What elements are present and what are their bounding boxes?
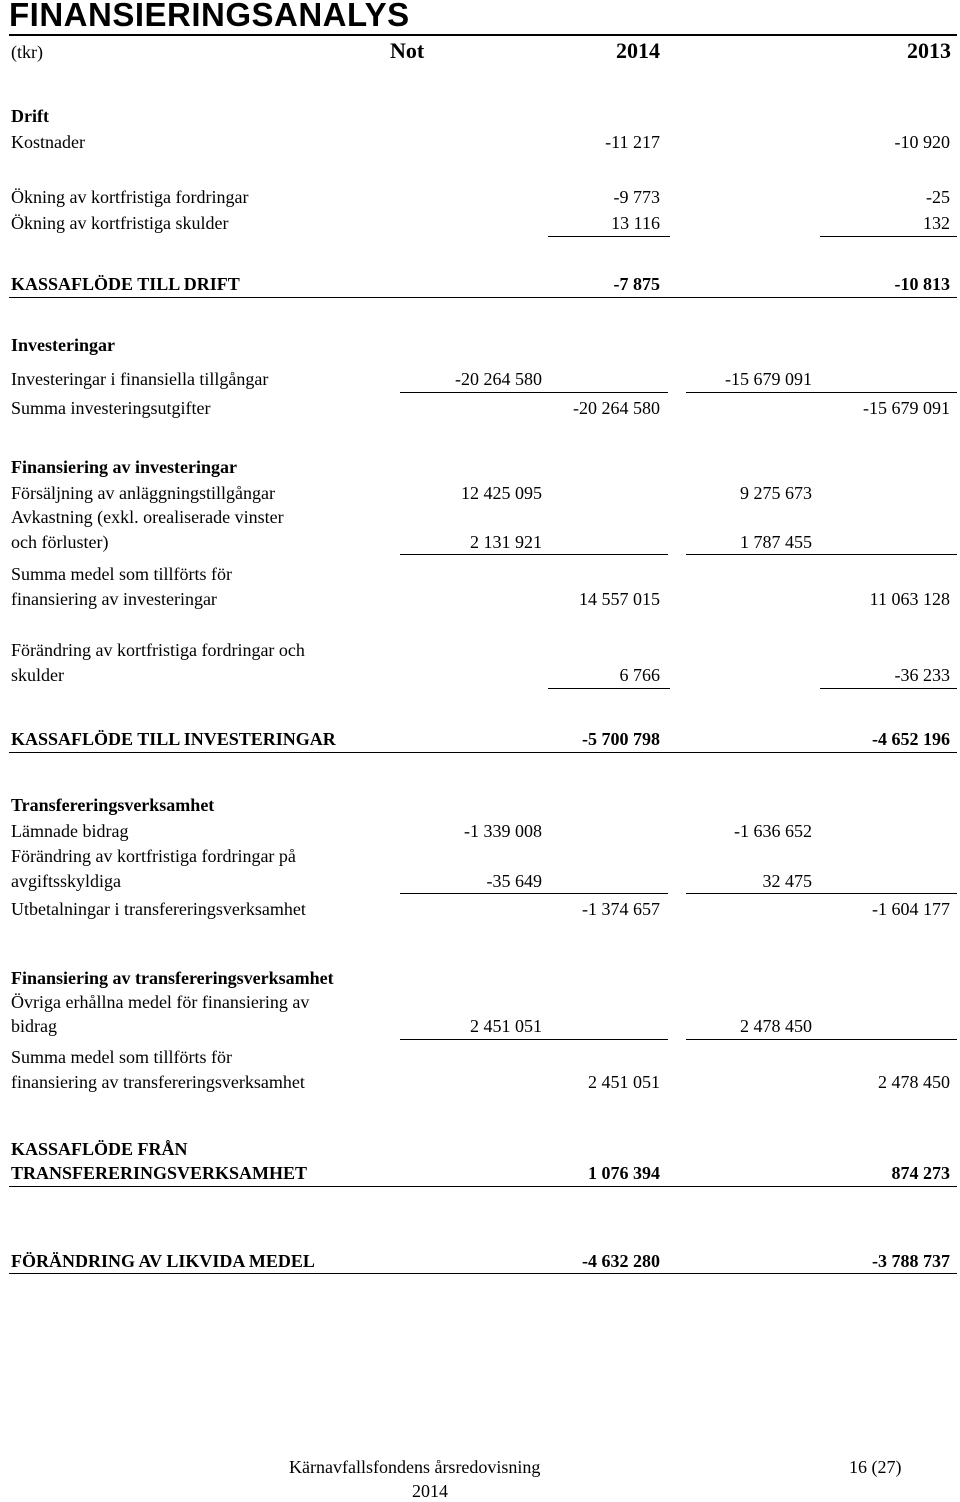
ovriga-medel-sub-2014: 2 451 051 [470, 1016, 542, 1036]
section-rule [9, 1273, 957, 1274]
kassaflode-transfer-2013: 874 273 [891, 1163, 950, 1183]
header-rule [9, 34, 957, 36]
ovriga-medel-label-line2: bidrag [11, 1016, 57, 1036]
summa-medel-transfer-2013: 2 478 450 [878, 1072, 950, 1092]
footer-year: 2014 [412, 1481, 448, 1501]
forandring-avgift-label-line1: Förändring av kortfristiga fordringar på [11, 846, 296, 866]
summa-medel-inv-2014: 14 557 015 [579, 589, 660, 609]
year-2014-header: 2014 [616, 38, 660, 63]
finansiella-tillgangar-label: Investeringar i finansiella tillgångar [11, 369, 269, 389]
summa-investeringsutgifter-2014: -20 264 580 [573, 398, 660, 418]
year-2013-header: 2013 [907, 38, 951, 63]
forandring-kortfristiga-2014: 6 766 [619, 665, 660, 685]
avkastning-label-line2: och förluster) [11, 532, 109, 552]
kassaflode-transfer-2014: 1 076 394 [588, 1163, 660, 1183]
ovriga-medel-sub-2013: 2 478 450 [740, 1016, 812, 1036]
utbetalningar-2013: -1 604 177 [872, 899, 950, 919]
ovriga-medel-label-line1: Övriga erhållna medel för finansiering av [11, 992, 310, 1012]
page-title: FINANSIERINGSANALYS [9, 0, 410, 33]
subtotal-rule [820, 236, 957, 237]
kassaflode-transfer-label-line1: KASSAFLÖDE FRÅN [11, 1139, 188, 1159]
okning-skulder-2014: 13 116 [611, 213, 660, 233]
subtotal-rule [400, 554, 668, 555]
section-rule [9, 752, 957, 753]
okning-fordringar-label: Ökning av kortfristiga fordringar [11, 187, 249, 207]
forandring-avgift-label-line2: avgiftsskyldiga [11, 871, 121, 891]
lamnade-bidrag-sub-2014: -1 339 008 [464, 821, 542, 841]
footer-report-title: Kärnavfallsfondens årsredovisning [289, 1457, 541, 1477]
finansiella-tillgangar-sub-2014: -20 264 580 [455, 369, 542, 389]
forsaljning-label: Försäljning av anläggningstillgångar [11, 483, 275, 503]
utbetalningar-label: Utbetalningar i transfereringsverksamhet [11, 899, 306, 919]
kassaflode-drift-2014: -7 875 [613, 274, 660, 294]
forsaljning-sub-2013: 9 275 673 [740, 483, 812, 503]
okning-fordringar-2013: -25 [926, 187, 950, 207]
note-column-header: Not [390, 38, 425, 63]
kassaflode-investeringar-label: KASSAFLÖDE TILL INVESTERINGAR [11, 729, 336, 749]
subtotal-rule [686, 554, 957, 555]
finansiering-investeringar-heading: Finansiering av investeringar [11, 457, 237, 477]
okning-skulder-2013: 132 [923, 213, 950, 233]
likvida-medel-label: FÖRÄNDRING AV LIKVIDA MEDEL [11, 1251, 315, 1271]
subtotal-rule [400, 893, 668, 894]
avkastning-label-line1: Avkastning (exkl. orealiserade vinster [11, 507, 284, 527]
summa-investeringsutgifter-2013: -15 679 091 [863, 398, 950, 418]
fin-transfer-heading: Finansiering av transfereringsverksamhet [11, 968, 334, 988]
subtotal-rule [400, 1039, 668, 1040]
unit-label: (tkr) [11, 42, 43, 62]
lamnade-bidrag-sub-2013: -1 636 652 [734, 821, 812, 841]
forandring-kortfristiga-label-line1: Förändring av kortfristiga fordringar och [11, 640, 305, 660]
drift-heading: Drift [11, 106, 49, 126]
section-rule [9, 297, 957, 298]
forandring-avgift-sub-2014: -35 649 [486, 871, 542, 891]
kostnader-2014: -11 217 [605, 132, 660, 152]
forandring-kortfristiga-2013: -36 233 [894, 665, 950, 685]
summa-medel-inv-label-line1: Summa medel som tillförts för [11, 564, 232, 584]
subtotal-rule [400, 392, 668, 393]
lamnade-bidrag-label: Lämnade bidrag [11, 821, 129, 841]
section-rule [9, 1186, 957, 1187]
avkastning-sub-2014: 2 131 921 [470, 532, 542, 552]
forandring-kortfristiga-label-line2: skulder [11, 665, 64, 685]
likvida-medel-2013: -3 788 737 [872, 1251, 950, 1271]
forsaljning-sub-2014: 12 425 095 [461, 483, 542, 503]
okning-fordringar-2014: -9 773 [613, 187, 660, 207]
avkastning-sub-2013: 1 787 455 [740, 532, 812, 552]
footer-page-number: 16 (27) [849, 1457, 902, 1477]
subtotal-rule [820, 688, 957, 689]
subtotal-rule [686, 392, 957, 393]
kassaflode-drift-2013: -10 813 [894, 274, 950, 294]
summa-medel-inv-2013: 11 063 128 [869, 589, 950, 609]
okning-skulder-label: Ökning av kortfristiga skulder [11, 213, 229, 233]
subtotal-rule [548, 688, 670, 689]
finansiella-tillgangar-sub-2013: -15 679 091 [725, 369, 812, 389]
kassaflode-investeringar-2013: -4 652 196 [872, 729, 950, 749]
summa-medel-transfer-label-line2: finansiering av transfereringsverksamhet [11, 1072, 305, 1092]
summa-investeringsutgifter-label: Summa investeringsutgifter [11, 398, 211, 418]
transfer-heading: Transfereringsverksamhet [11, 795, 215, 815]
forandring-avgift-sub-2013: 32 475 [762, 871, 812, 891]
kassaflode-investeringar-2014: -5 700 798 [582, 729, 660, 749]
kostnader-label: Kostnader [11, 132, 85, 152]
subtotal-rule [686, 1039, 957, 1040]
subtotal-rule [548, 236, 670, 237]
summa-medel-transfer-2014: 2 451 051 [588, 1072, 660, 1092]
likvida-medel-2014: -4 632 280 [582, 1251, 660, 1271]
subtotal-rule [686, 893, 957, 894]
investeringar-heading: Investeringar [11, 335, 115, 355]
kassaflode-transfer-label-line2: TRANSFERERINGSVERKSAMHET [11, 1163, 308, 1183]
kostnader-2013: -10 920 [894, 132, 950, 152]
summa-medel-inv-label-line2: finansiering av investeringar [11, 589, 217, 609]
utbetalningar-2014: -1 374 657 [582, 899, 660, 919]
summa-medel-transfer-label-line1: Summa medel som tillförts för [11, 1047, 232, 1067]
kassaflode-drift-label: KASSAFLÖDE TILL DRIFT [11, 274, 240, 294]
